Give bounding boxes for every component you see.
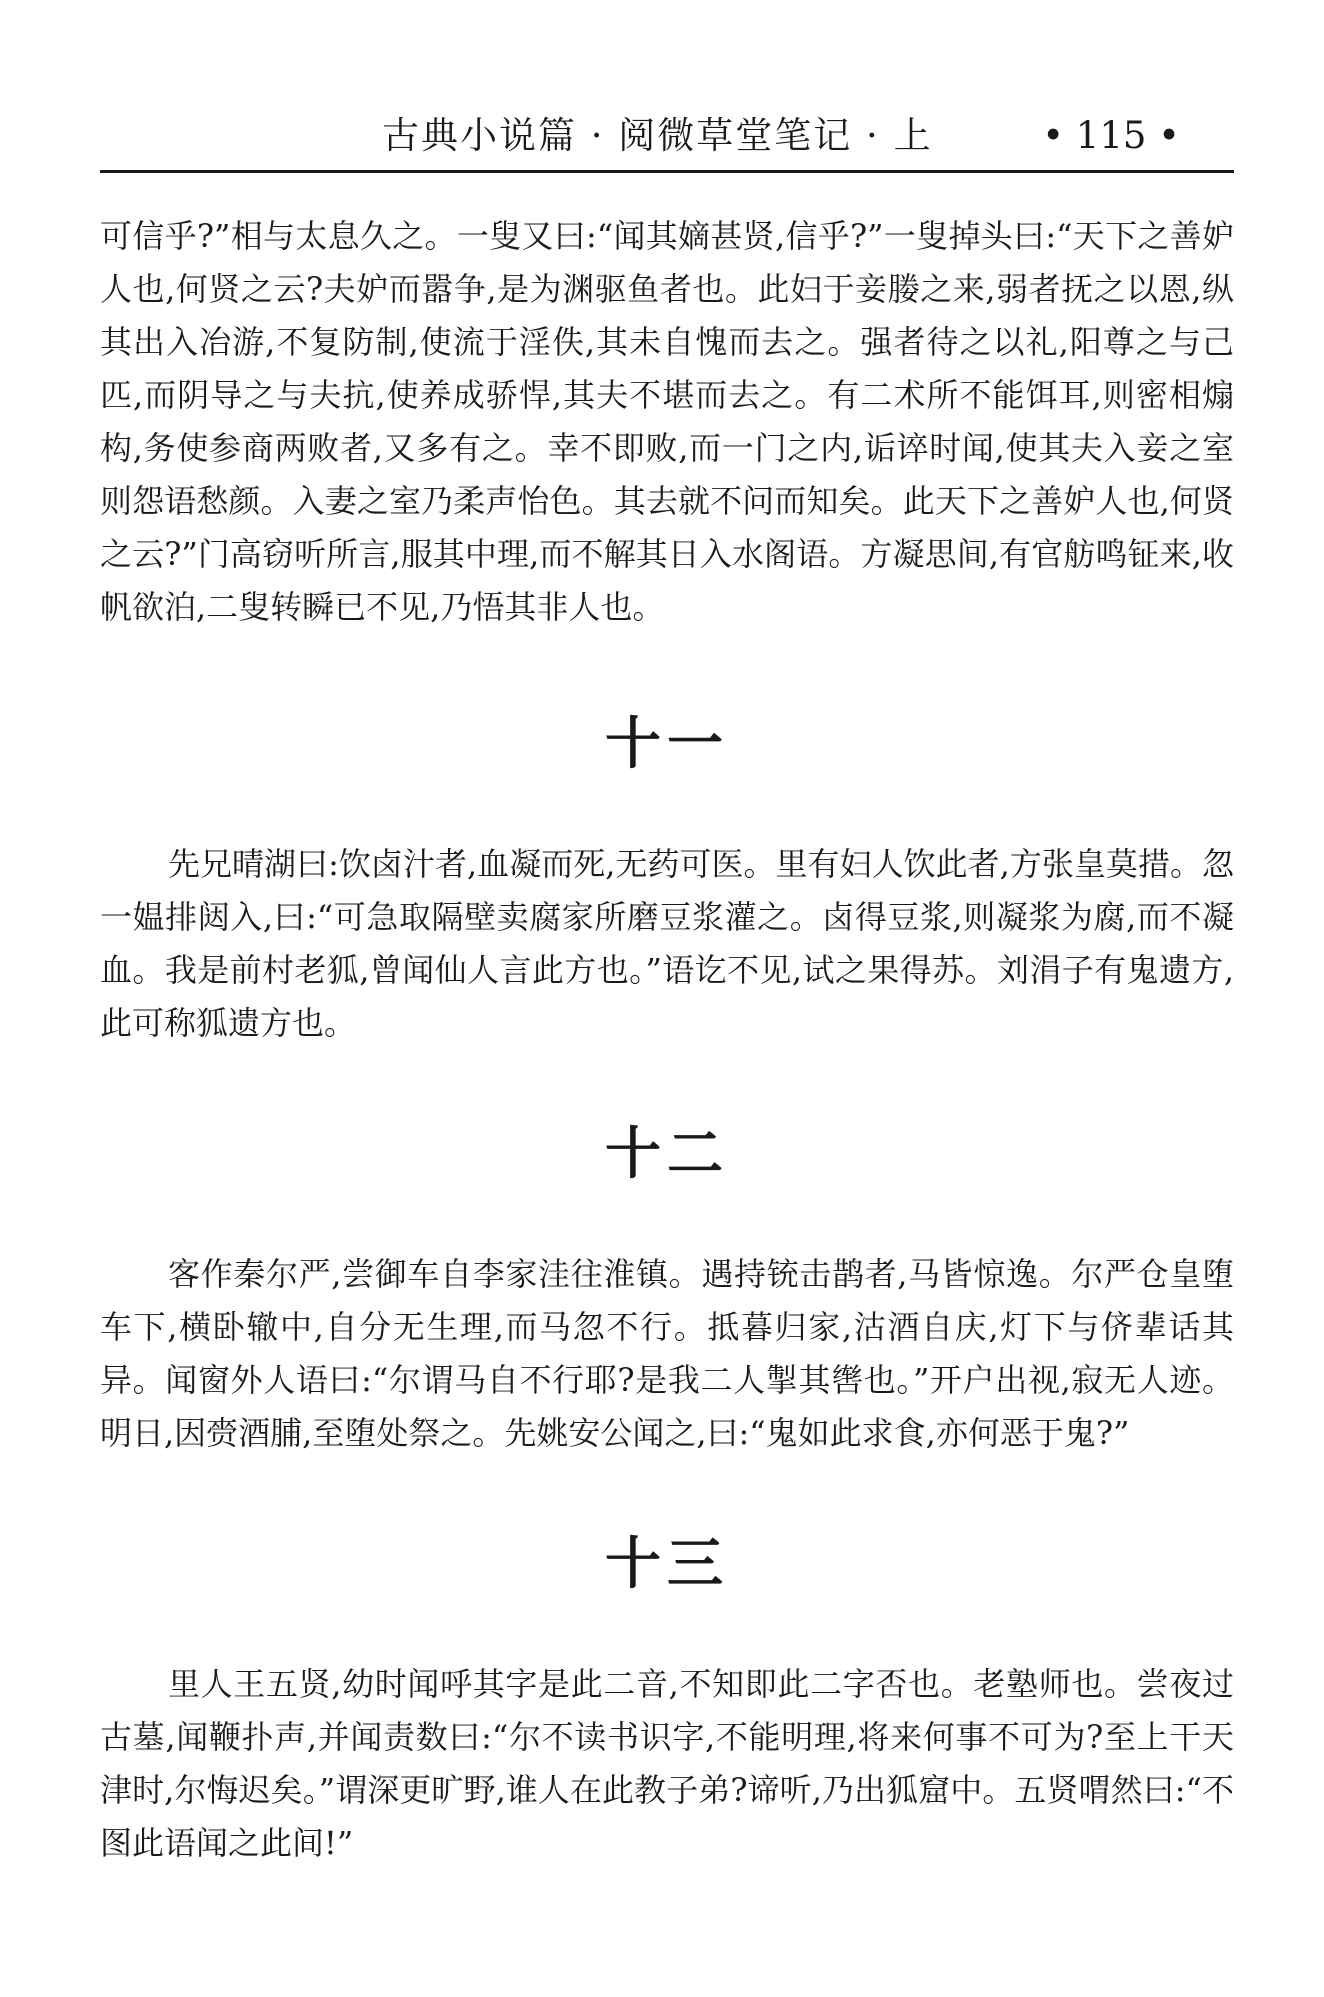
section-12-paragraph: 客作秦尔严,尝御车自李家洼往淮镇。遇持铳击鹊者,马皆惊逸。尔严仓皇堕车下,横卧辙中,自分无生理,而马忽不行。抵暮归家,沽酒自庆,灯下与侪辈话其异。闻窗外人语曰:“尔谓马自不行耶?是我二人掣其辔也。”开户出视,寂无人迹。明日,因赍酒脯,至堕处祭之。先姚安公闻之,曰:“鬼如此求食,亦何恶于鬼?” (100, 1255, 1234, 1452)
header-rule (100, 170, 1234, 173)
section-heading-11: 十一 (605, 712, 729, 777)
page-body (100, 210, 1234, 1870)
section-heading-12: 十二 (605, 1122, 729, 1187)
page-number: • 115 • (1042, 114, 1180, 157)
running-head (100, 108, 1234, 164)
section-11-paragraph: 先兄晴湖曰:饮卤汁者,血凝而死,无药可医。里有妇人饮此者,方张皇莫措。忽一媪排闼入,曰:“可急取隔壁卖腐家所磨豆浆灌之。卤得豆浆,则凝浆为腐,而不凝血。我是前村老狐,曾闻仙人言此方也。”语讫不见,试之果得苏。刘涓子有鬼遗方,此可称狐遗方也。 (100, 845, 1234, 1042)
continued-paragraph: 可信乎?”相与太息久之。一叟又曰:“闻其嫡甚贤,信乎?”一叟掉头曰:“天下之善妒人也,何贤之云?夫妒而嚣争,是为渊驱鱼者也。此妇于妾媵之来,弱者抚之以恩,纵其出入冶游,不复防制,使流于淫佚,其未自愧而去之。强者待之以礼,阳尊之与己匹,而阴导之与夫抗,使养成骄悍,其夫不堪而去之。有二术所不能饵耳,则密相煽构,务使参商两败者,又多有之。幸不即败,而一门之内,诟谇时闻,使其夫入妾之室则怨语愁颜。入妻之室乃柔声怡色。其去就不问而知矣。此天下之善妒人也,何贤之云?”门高窃听所言,服其中理,而不解其日入水阁语。方凝思间,有官舫鸣钲来,收帆欲泊,二叟转瞬已不见,乃悟其非人也。 (100, 217, 1234, 626)
book-page (100, 0, 1234, 1997)
section-13-paragraph: 里人王五贤,幼时闻呼其字是此二音,不知即此二字否也。老塾师也。尝夜过古墓,闻鞭扑声,并闻责数曰:“尔不读书识字,不能明理,将来何事不可为?至上干天津时,尔悔迟矣。”谓深更旷野,谁人在此教子弟?谛听,乃出狐窟中。五贤喟然曰:“不图此语闻之此间!” (100, 1665, 1234, 1862)
running-title: 古典小说篇 · 阅微草堂笔记 · 上 (382, 114, 933, 157)
section-heading-13: 十三 (605, 1532, 729, 1597)
